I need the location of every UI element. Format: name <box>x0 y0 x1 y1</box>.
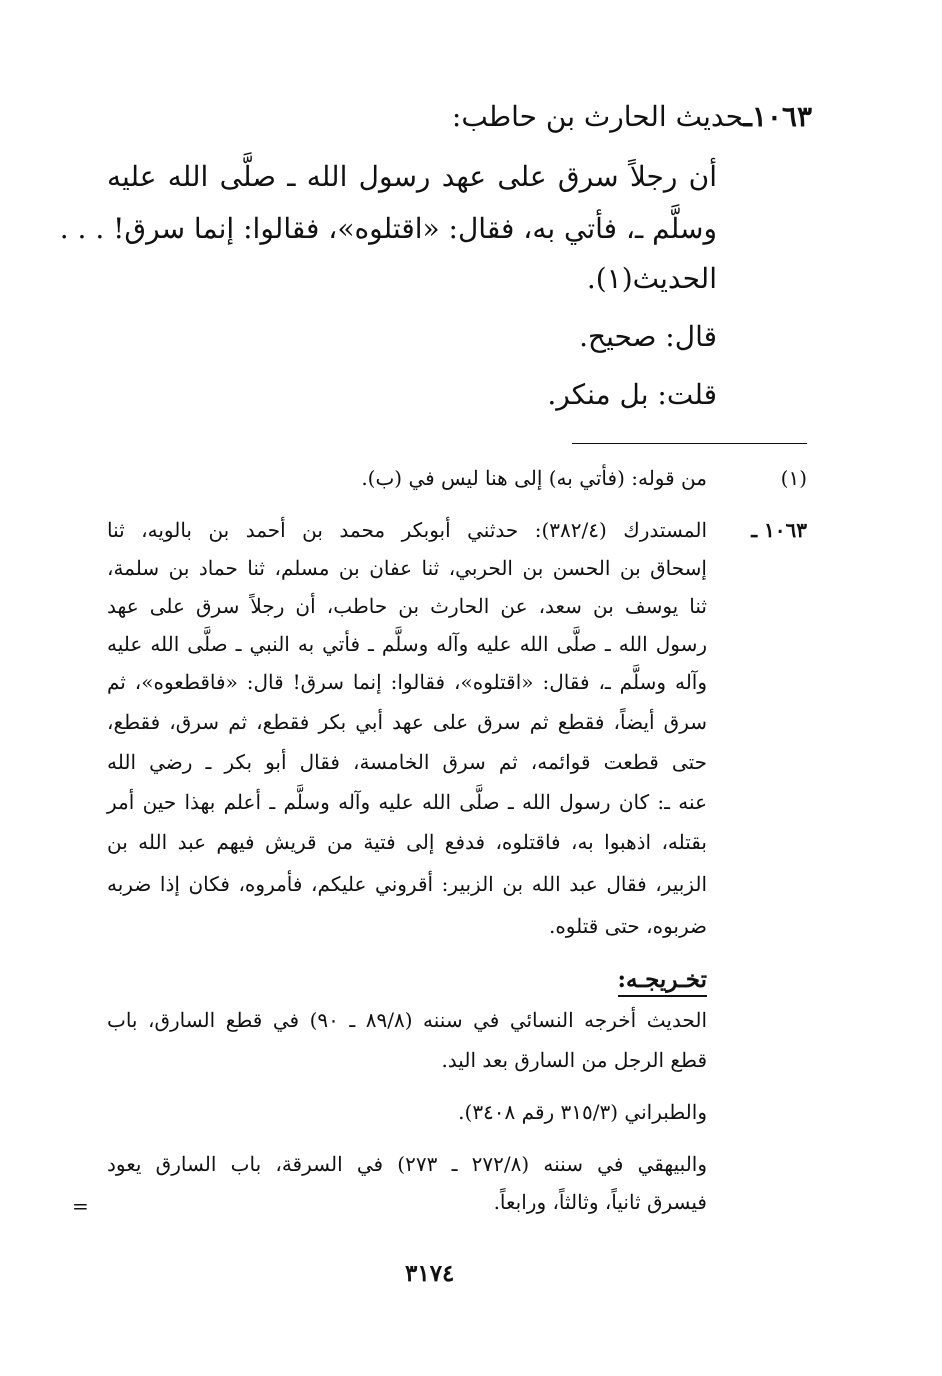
hadith-text-line-1: أن رجلاً سرق على عهد رسول الله ـ صلَّى الله عليه <box>107 160 717 193</box>
qult-line: قلت: بل منكر. <box>547 378 717 411</box>
commentary-line: الزبير، فقال عبد الله بن الزبير: أقروني عليكم، فأمروه، فكان إذا ضربه <box>107 872 707 896</box>
takhrij-line: الحديث أخرجه النسائي في سننه (٨٩/٨ ـ ٩٠) في قطع السارق، باب <box>107 1008 707 1032</box>
hadith-title: حديث الحارث بن حاطب: <box>451 100 744 133</box>
takhrij-line: والبيهقي في سننه (٢٧٢/٨ ـ ٢٧٣) في السرقة، باب السارق يعود <box>107 1152 708 1176</box>
commentary-line: عنه ـ: كان رسول الله ـ صلَّى الله عليه وآله وسلَّم ـ أعلم بهذا حين أمر <box>107 790 707 814</box>
hadith-text-line-2: وسلَّم ـ، فأتي به، فقال: «اقتلوه»، فقالوا: إنما سرق! . . . <box>59 212 717 245</box>
footnote-marker: (١) <box>780 466 807 490</box>
takhrij-heading <box>618 966 707 993</box>
commentary-line: ضربوه، حتى قتلوه. <box>548 914 707 938</box>
qal-line: قال: صحيح. <box>579 320 717 353</box>
commentary-line: رسول الله ـ صلَّى الله عليه وآله وسلَّم ـ فأتي به النبي ـ صلَّى الله عليه <box>107 632 707 656</box>
takhrij-line: قطع الرجل من السارق بعد اليد. <box>441 1048 707 1072</box>
commentary-line: حتى قطعت قوائمه، ثم سرق الخامسة، فقال أبو بكر ـ رضي الله <box>107 750 707 774</box>
commentary-line: وآله وسلَّم ـ، فقال: «اقتلوه»، فقالوا: إنما سرق! قال: «فاقطعوه»، ثم <box>107 670 707 694</box>
commentary-line: بقتله، اذهبوا به، فاقتلوه، فدفع إلى فتية من قريش فيهم عبد الله بن <box>107 830 707 854</box>
commentary-line: المستدرك (٣٨٢/٤): حدثني أبوبكر محمد بن أحمد بن بالويه، ثنا <box>107 518 707 542</box>
takhrij-line: فيسرق ثانياً، وثالثاً، ورابعاً. <box>493 1190 707 1214</box>
takhrij-heading-text: تخـريجـه: <box>618 966 707 997</box>
commentary-number: ١٠٦٣ ـ <box>751 518 807 542</box>
commentary-line: سرق أيضاً، فقطع ثم سرق على عهد أبي بكر فقطع، ثم سرق، فقطع، <box>107 710 707 734</box>
footnote-text: من قوله: (فأتي به) إلى هنا ليس في (ب). <box>361 466 707 490</box>
continuation-mark: = <box>72 1194 89 1218</box>
hadith-header <box>452 100 812 133</box>
page-number: ٣١٧٤ <box>405 1260 455 1287</box>
commentary-line: ثنا يوسف بن سعد، عن الحارث بن حاطب، أن رجلاً سرق على عهد <box>107 594 707 618</box>
footnote-separator <box>572 443 807 444</box>
commentary-line: إسحاق بن الحسن بن الحربي، ثنا عفان بن مسلم، ثنا حماد بن سلمة، <box>107 556 707 580</box>
takhrij-line: والطبراني (٣١٥/٣ رقم ٣٤٠٨). <box>458 1100 707 1124</box>
hadith-text-line-3: الحديث(١). <box>586 262 717 295</box>
hadith-number: ١٠٦٣ـ <box>743 100 812 133</box>
